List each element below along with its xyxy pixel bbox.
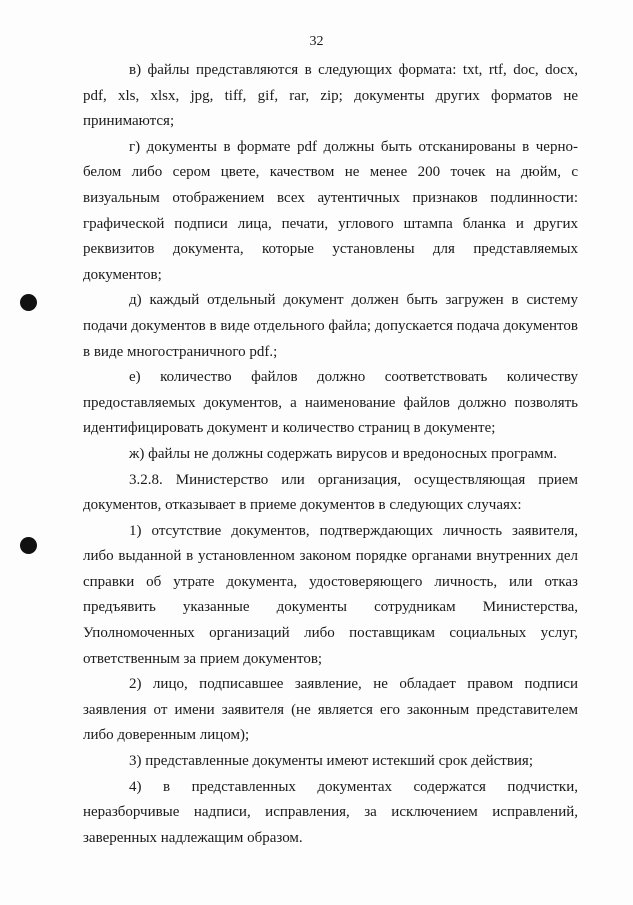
punch-hole-mark (20, 537, 37, 554)
paragraph-item-1: 1) отсутствие документов, подтверждающих личность заявителя, либо выданной в установленном законом порядке органами внутренних дел справки об утрате документа, удостоверяющего личность, или отказ предъявить указанные документы сотрудникам Министерства, Уполномоченных организаций либо поставщикам социальных услуг, ответственным за прием документов; (83, 522, 578, 667)
page-number: 32 (309, 34, 324, 49)
paragraph-e: е) количество файлов должно соответствовать количеству предоставляемых документов, а наименование файлов должно позволять идентифицировать документ и количество страниц в документе; (83, 369, 578, 437)
paragraph-item-3: 3) представленные документы имеют истекший срок действия; (129, 753, 533, 770)
document-body (83, 58, 578, 851)
paragraph-item-2: 2) лицо, подписавшее заявление, не обладает правом подписи заявления от имени заявителя (не является его законным представителем либо доверенным лицом); (83, 676, 578, 744)
paragraph-zh: ж) файлы не должны содержать вирусов и вредоносных программ. (129, 445, 558, 462)
paragraph-v: в) файлы представляются в следующих формата: txt, rtf, doc, docx, pdf, xls, xlsx, jpg, tiff, gif, rar, zip; документы других форматов не принимаются; (83, 62, 578, 130)
paragraph-g: г) документы в формате pdf должны быть отсканированы в черно-белом либо сером цвете, качеством не менее 200 точек на дюйм, с визуальным отображением всех аутентичных признаков подлинности: графической подписи лица, печати, углового штампа бланка и других реквизитов документа, которые установлены для представляемых документов; (83, 138, 578, 283)
paragraph-item-4: 4) в представленных документах содержатся подчистки, неразборчивые надписи, исправления, за исключением исправлений, заверенных надлежащим образом. (83, 778, 578, 846)
paragraph-d: д) каждый отдельный документ должен быть загружен в систему подачи документов в виде отдельного файла; допускается подача документов в виде многостраничного pdf.; (83, 292, 578, 360)
punch-hole-mark (20, 294, 37, 311)
paragraph-3-2-8: 3.2.8. Министерство или организация, осуществляющая прием документов, отказывает в приеме документов в следующих случаях: (83, 471, 578, 514)
